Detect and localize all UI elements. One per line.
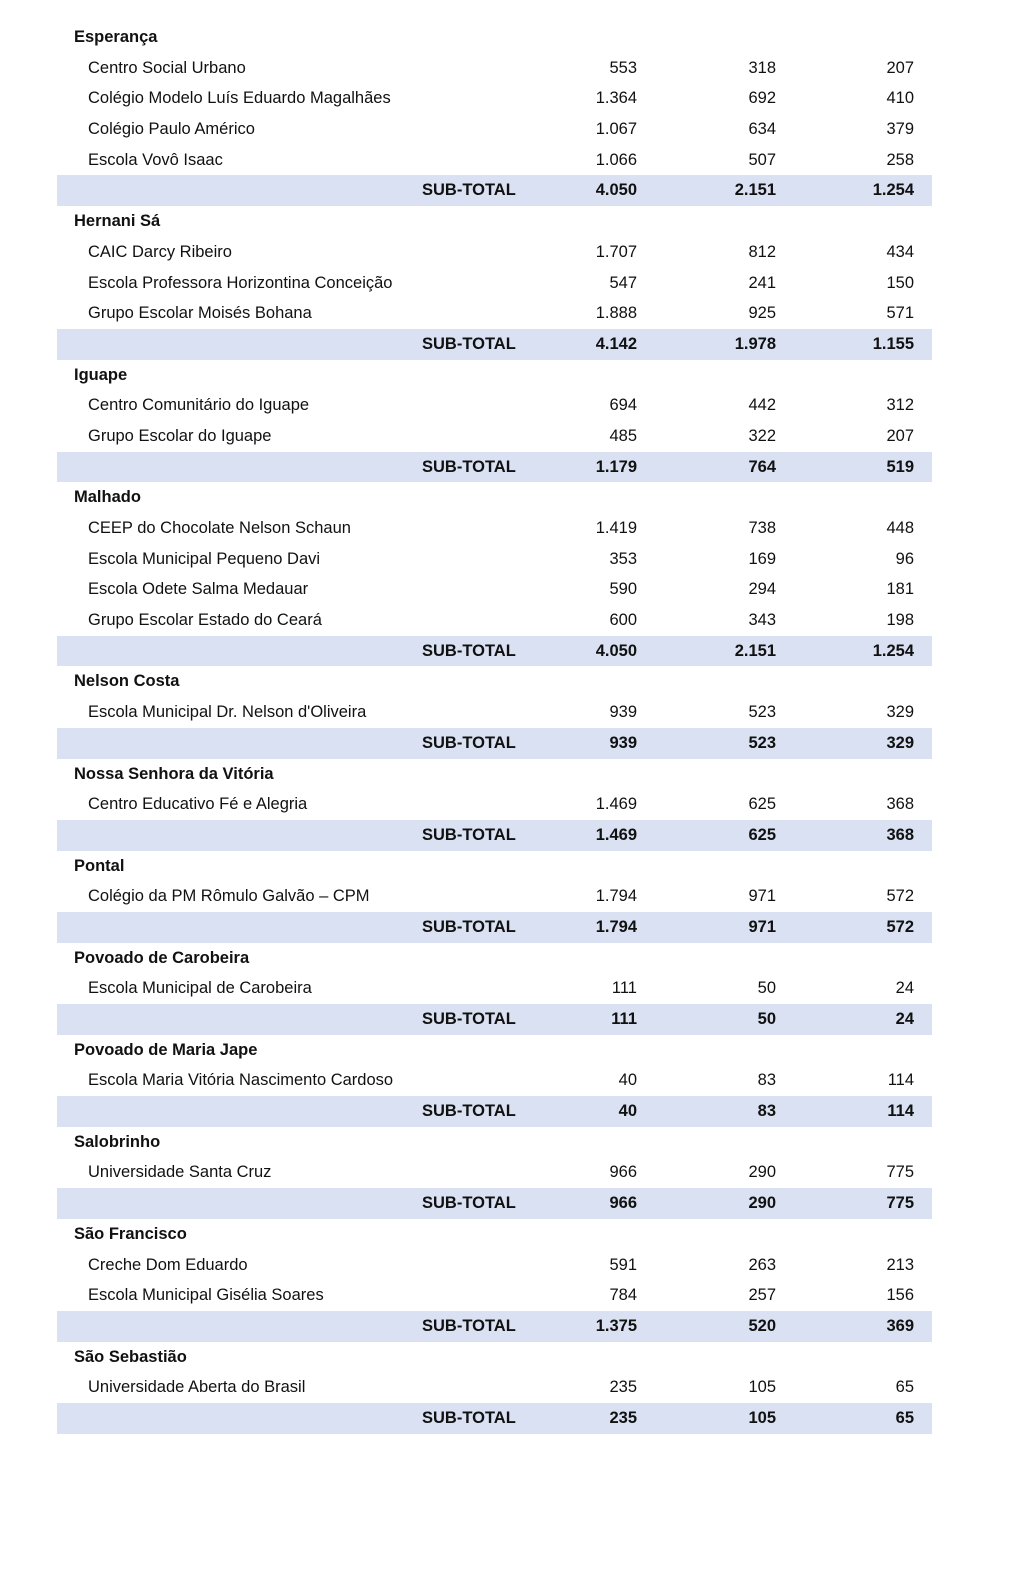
school-value-col2: 625 [748, 795, 776, 814]
subtotal-value-col1: 111 [611, 1010, 637, 1028]
school-value-col1: 966 [609, 1163, 637, 1182]
school-value-col2: 692 [748, 89, 776, 108]
subtotal-label: SUB-TOTAL [422, 457, 516, 476]
school-name: Grupo Escolar Estado do Ceará [88, 611, 322, 630]
school-value-col1: 1.888 [595, 304, 637, 323]
school-name: CEEP do Chocolate Nelson Schaun [88, 519, 351, 537]
subtotal-value-col1: 966 [609, 1194, 637, 1213]
subtotal-value-col1: 939 [609, 733, 637, 752]
group-header-row [57, 759, 932, 790]
school-value-col3: 434 [886, 242, 914, 261]
school-value-col2: 322 [748, 426, 776, 445]
subtotal-label: SUB-TOTAL [422, 825, 516, 844]
school-value-col3: 448 [886, 519, 914, 537]
subtotal-value-col1: 1.469 [595, 825, 637, 844]
school-value-col2: 523 [748, 703, 776, 722]
school-value-col1: 1.066 [595, 150, 637, 169]
school-row [57, 789, 932, 820]
school-row [57, 145, 932, 176]
school-value-col1: 111 [611, 979, 637, 998]
subtotal-value-col2: 290 [748, 1194, 776, 1213]
school-value-col2: 442 [748, 396, 776, 415]
school-value-col2: 634 [748, 120, 776, 139]
subtotal-label: SUB-TOTAL [422, 641, 516, 660]
school-value-col1: 1.469 [595, 795, 637, 814]
subtotal-value-col3: 1.155 [872, 334, 914, 353]
group-title: Esperança [74, 28, 158, 46]
group-title: São Francisco [74, 1224, 187, 1243]
school-value-col3: 368 [886, 795, 914, 814]
school-row [57, 53, 932, 84]
school-value-col2: 925 [748, 304, 776, 323]
subtotal-value-col3: 368 [886, 825, 914, 844]
subtotal-value-col2: 971 [748, 917, 776, 936]
school-value-col2: 241 [748, 273, 776, 292]
subtotal-value-col1: 1.794 [595, 917, 637, 936]
group-header-row [57, 1342, 932, 1373]
subtotal-value-col2: 625 [748, 825, 776, 844]
group-title: Pontal [74, 856, 125, 875]
school-name: Colégio Modelo Luís Eduardo Magalhães [88, 89, 391, 108]
group-title: Iguape [74, 365, 128, 384]
school-row [57, 544, 932, 575]
subtotal-label: SUB-TOTAL [422, 733, 516, 752]
group-header-row [57, 851, 932, 882]
school-value-col2: 263 [748, 1255, 776, 1274]
electoral-table [57, 22, 932, 1434]
school-value-col1: 547 [609, 273, 637, 292]
school-value-col1: 353 [609, 549, 637, 568]
school-row [57, 83, 932, 114]
school-value-col3: 156 [886, 1286, 914, 1305]
school-value-col2: 343 [748, 611, 776, 630]
school-name: Universidade Aberta do Brasil [88, 1378, 306, 1397]
subtotal-label: SUB-TOTAL [422, 1102, 516, 1121]
subtotal-value-col1: 40 [618, 1102, 637, 1121]
school-value-col1: 235 [609, 1378, 637, 1397]
subtotal-value-col3: 24 [895, 1010, 914, 1028]
school-value-col2: 83 [757, 1071, 776, 1090]
school-value-col3: 379 [886, 120, 914, 139]
group-header-row [57, 482, 932, 513]
school-name: Escola Professora Horizontina Conceição [88, 273, 393, 292]
school-value-col2: 50 [757, 979, 776, 998]
subtotal-value-col2: 105 [748, 1408, 776, 1427]
subtotal-row [57, 636, 932, 667]
school-name: Grupo Escolar do Iguape [88, 426, 272, 445]
subtotal-row [57, 1403, 932, 1434]
group-title: São Sebastião [74, 1347, 187, 1366]
subtotal-value-col2: 50 [757, 1010, 776, 1028]
school-row [57, 513, 932, 544]
school-value-col1: 600 [609, 611, 637, 630]
school-value-col2: 294 [748, 580, 776, 599]
school-value-col3: 258 [886, 150, 914, 169]
school-value-col1: 939 [609, 703, 637, 722]
group-header-row [57, 360, 932, 391]
subtotal-row [57, 820, 932, 851]
school-name: Escola Vovô Isaac [88, 150, 223, 169]
school-value-col3: 181 [886, 580, 914, 599]
group-header-row [57, 206, 932, 237]
school-value-col1: 1.419 [595, 519, 637, 537]
school-value-col1: 784 [609, 1286, 637, 1305]
school-name: Creche Dom Eduardo [88, 1255, 248, 1274]
subtotal-label: SUB-TOTAL [422, 1316, 516, 1335]
school-value-col3: 312 [886, 396, 914, 415]
school-name: Escola Municipal Gisélia Soares [88, 1286, 324, 1305]
school-row [57, 421, 932, 452]
school-value-col1: 40 [618, 1071, 637, 1090]
school-row [57, 298, 932, 329]
school-value-col3: 65 [895, 1378, 914, 1397]
school-row [57, 881, 932, 912]
group-title: Nelson Costa [74, 672, 180, 691]
school-value-col3: 114 [887, 1071, 914, 1090]
school-value-col2: 257 [748, 1286, 776, 1305]
school-value-col3: 213 [886, 1255, 914, 1274]
subtotal-label: SUB-TOTAL [422, 1194, 516, 1213]
subtotal-value-col3: 1.254 [872, 181, 914, 200]
subtotal-row [57, 1004, 932, 1035]
school-value-col1: 1.067 [595, 120, 637, 139]
school-name: CAIC Darcy Ribeiro [88, 242, 232, 261]
group-title: Salobrinho [74, 1132, 161, 1151]
subtotal-value-col1: 1.375 [595, 1316, 637, 1335]
school-row [57, 574, 932, 605]
school-row [57, 1280, 932, 1311]
group-title: Malhado [74, 488, 141, 507]
school-value-col1: 591 [609, 1255, 637, 1274]
subtotal-label: SUB-TOTAL [422, 334, 516, 353]
subtotal-value-col3: 1.254 [872, 641, 914, 660]
school-value-col3: 198 [886, 611, 914, 630]
school-row [57, 268, 932, 299]
school-value-col1: 1.707 [595, 242, 637, 261]
school-row [57, 605, 932, 636]
subtotal-value-col1: 235 [609, 1408, 637, 1427]
school-name: Grupo Escolar Moisés Bohana [88, 304, 312, 323]
subtotal-value-col2: 2.151 [734, 181, 776, 200]
school-name: Universidade Santa Cruz [88, 1163, 272, 1182]
subtotal-value-col2: 523 [748, 733, 776, 752]
school-value-col1: 485 [609, 426, 637, 445]
subtotal-value-col1: 4.050 [595, 181, 637, 200]
subtotal-row [57, 912, 932, 943]
subtotal-value-col2: 2.151 [734, 641, 776, 660]
school-value-col2: 738 [748, 519, 776, 537]
group-header-row [57, 1219, 932, 1250]
school-value-col1: 1.794 [595, 887, 637, 906]
school-name: Escola Municipal de Carobeira [88, 979, 312, 998]
subtotal-row [57, 329, 932, 360]
school-value-col2: 318 [748, 58, 776, 77]
subtotal-value-col3: 65 [895, 1408, 914, 1427]
school-name: Escola Odete Salma Medauar [88, 580, 309, 599]
subtotal-value-col2: 520 [748, 1316, 776, 1335]
school-value-col2: 290 [748, 1163, 776, 1182]
school-row [57, 1157, 932, 1188]
group-header-row [57, 1127, 932, 1158]
school-row [57, 114, 932, 145]
subtotal-row [57, 1096, 932, 1127]
subtotal-value-col3: 775 [886, 1194, 914, 1213]
school-value-col3: 24 [895, 979, 914, 998]
subtotal-value-col2: 1.978 [734, 334, 776, 353]
school-value-col3: 207 [886, 58, 914, 77]
group-title: Nossa Senhora da Vitória [74, 764, 274, 783]
school-row [57, 237, 932, 268]
school-name: Escola Municipal Dr. Nelson d'Oliveira [88, 703, 367, 722]
subtotal-value-col3: 519 [886, 457, 914, 476]
school-row [57, 1372, 932, 1403]
subtotal-label: SUB-TOTAL [422, 917, 516, 936]
school-name: Colégio da PM Rômulo Galvão – CPM [88, 887, 370, 906]
school-value-col3: 572 [886, 887, 914, 906]
school-value-col1: 1.364 [595, 89, 637, 108]
subtotal-value-col2: 764 [748, 457, 776, 476]
subtotal-row [57, 175, 932, 206]
subtotal-row [57, 1311, 932, 1342]
subtotal-value-col3: 329 [886, 733, 914, 752]
subtotal-label: SUB-TOTAL [422, 181, 516, 200]
subtotal-value-col1: 1.179 [595, 457, 637, 476]
subtotal-value-col3: 369 [886, 1316, 914, 1335]
school-value-col3: 571 [886, 304, 914, 323]
group-header-row [57, 22, 932, 53]
school-row [57, 697, 932, 728]
school-value-col3: 150 [886, 273, 914, 292]
school-name: Escola Municipal Pequeno Davi [88, 549, 321, 568]
subtotal-value-col3: 114 [887, 1102, 914, 1121]
school-name: Colégio Paulo Américo [88, 120, 255, 139]
group-title: Povoado de Maria Jape [74, 1040, 258, 1059]
school-value-col3: 410 [886, 89, 914, 108]
group-title: Hernani Sá [74, 212, 161, 231]
school-value-col3: 207 [886, 426, 914, 445]
group-header-row [57, 666, 932, 697]
school-name: Centro Social Urbano [88, 58, 246, 77]
subtotal-label: SUB-TOTAL [422, 1010, 516, 1028]
school-value-col2: 507 [748, 150, 776, 169]
school-row [57, 1065, 932, 1096]
school-name: Centro Educativo Fé e Alegria [88, 795, 308, 814]
school-value-col1: 590 [609, 580, 637, 599]
school-name: Centro Comunitário do Iguape [88, 396, 310, 415]
subtotal-value-col2: 83 [757, 1102, 776, 1121]
subtotal-label: SUB-TOTAL [422, 1408, 516, 1427]
group-header-row [57, 1035, 932, 1066]
school-row [57, 1250, 932, 1281]
school-value-col2: 971 [748, 887, 776, 906]
school-value-col3: 775 [886, 1163, 914, 1182]
school-value-col2: 169 [748, 549, 776, 568]
school-value-col2: 105 [748, 1378, 776, 1397]
subtotal-row [57, 728, 932, 759]
school-value-col3: 329 [886, 703, 914, 722]
group-title: Povoado de Carobeira [74, 948, 250, 967]
school-name: Escola Maria Vitória Nascimento Cardoso [88, 1071, 394, 1090]
group-header-row [57, 943, 932, 974]
subtotal-value-col3: 572 [886, 917, 914, 936]
school-value-col3: 96 [895, 549, 914, 568]
subtotal-value-col1: 4.050 [595, 641, 637, 660]
school-value-col2: 812 [748, 242, 776, 261]
subtotal-value-col1: 4.142 [595, 334, 637, 353]
school-row [57, 390, 932, 421]
subtotal-row [57, 1188, 932, 1219]
school-value-col1: 553 [609, 58, 637, 77]
school-row [57, 973, 932, 1004]
school-value-col1: 694 [609, 396, 637, 415]
subtotal-row [57, 452, 932, 483]
